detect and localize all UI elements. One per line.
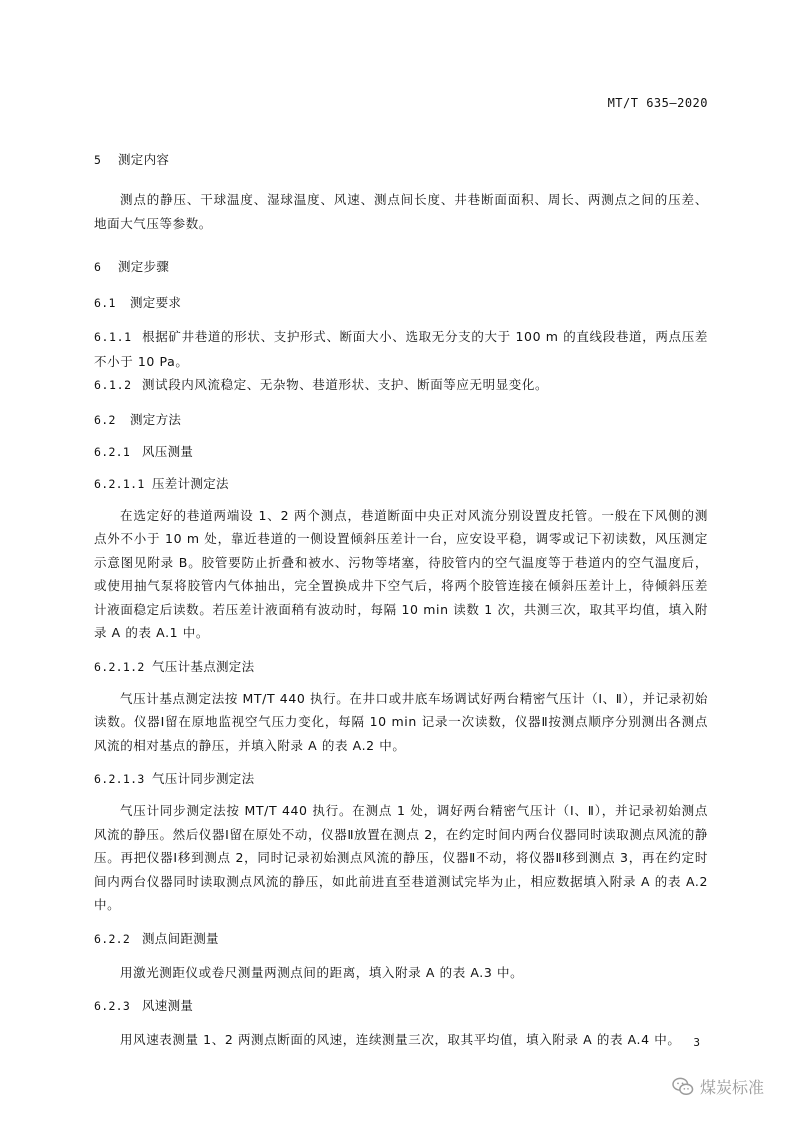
section-title: 测点间距测量 [142,930,219,946]
section-title: 测定步骤 [118,259,170,274]
watermark [672,1075,764,1098]
section-heading-6 [94,257,708,277]
section-heading-6-2 [94,410,708,430]
paragraph: 在选定好的巷道两端设 1、2 两个测点，巷道断面中央正对风流分别设置皮托管。一般在下风侧的测点外不小于 10 m 处，靠近巷道的一侧设置倾斜压差计一台，应安设平稳，调零或记下初读数，风压测定示意图见附录 B。胶管要防止折叠和被水、污物等堵塞，待胶管内的空气温度等于巷道内的空气温度后，或使用抽气泵将胶管内气体抽出，完全置换成井下空气后，将两个胶管连接在倾斜压差计上，待倾斜压差计液面稳定后读数。若压差计液面稍有波动时，每隔 10 min 读数 1 次，共测三次，取其平均值，填入附录 A 的表 A.1 中。 [94,507,708,640]
paragraph: 测点的静压、干球温度、湿球温度、风速、测点间长度、井巷断面面积、周长、两测点之间的压差、地面大气压等参数。 [94,192,708,231]
section-heading-6-2-1-2 [94,657,708,677]
standard-code: MT/T 635—2020 [607,96,708,110]
clause-6-1-1 [94,325,708,373]
section-title: 测定要求 [130,295,182,310]
paragraph: 气压计基点测定法按 MT/T 440 执行。在井口或井底车场调试好两台精密气压计（Ⅰ、Ⅱ），并记录初始读数。仪器Ⅰ留在原地监视空气压力变化，每隔 10 min 记录一次读数，仪器Ⅱ按测点顺序分别测出各测点风流的相对基点的静压，并填入附录 A 的表 A.2 中。 [94,690,708,753]
section-number: 5 [94,153,102,167]
watermark-text: 煤炭标准 [699,1078,764,1097]
section-heading-5 [94,150,708,170]
paragraph: 用风速表测量 1、2 两测点断面的风速，连续测量三次，取其平均值，填入附录 A 的表 A.4 中。 [120,1032,681,1047]
section-heading-6-2-1-3 [94,769,708,789]
section-title: 气压计同步测定法 [152,771,255,786]
section-number: 6.2 [94,412,116,427]
section-title: 风速测量 [142,998,194,1013]
section-title: 测定方法 [130,411,182,427]
clause-text: 测试段内风流稳定、无杂物、巷道形状、支护、断面等应无明显变化。 [142,377,549,392]
section-title: 风压测量 [142,443,194,459]
section-title: 测定内容 [118,152,170,167]
document-body [94,150,708,1052]
section-number: 6.2.3 [94,999,131,1013]
section-number: 6 [94,260,102,274]
clause-6-1-2 [94,373,708,398]
section-heading-6-2-1 [94,442,708,462]
paragraph: 气压计同步测定法按 MT/T 440 执行。在测点 1 处，调好两台精密气压计（Ⅰ、Ⅱ），并记录初始测点风流的静压。然后仪器Ⅰ留在原处不动，仪器Ⅱ放置在测点 2，在约定时间内两台仪器同时读取测点风流的静压。再把仪器Ⅰ移到测点 2，同时记录初始测点风流的静压，仪器Ⅱ不动，将仪器Ⅱ移到测点 3，再在约定时间内两台仪器同时读取测点风流的静压，如此前进直至巷道测试完毕为止，相应数据填入附录 A 的表 A.2 中。 [94,803,708,912]
page-number: 3 [693,1036,700,1049]
section-number: 6.2.2 [94,931,131,946]
section-number: 6.2.1.2 [94,659,145,674]
section-number: 6.1.2 [94,378,132,392]
section-heading-6-1 [94,293,708,313]
section-heading-6-2-1-1 [94,474,708,494]
section-number: 6.2.1.1 [94,476,145,491]
clause-text: 根据矿井巷道的形状、支护形式、断面大小、选取无分支的大于 100 m 的直线段巷道，两点压差不小于 10 Pa。 [94,329,708,369]
section-number: 6.1 [94,296,116,310]
section-number: 6.2.1.3 [94,772,145,786]
paragraph: 用激光测距仪或卷尺测量两测点间的距离，填入附录 A 的表 A.3 中。 [120,964,524,980]
section-heading-6-2-2 [94,929,708,949]
section-number: 6.1.1 [94,330,132,344]
section-title: 气压计基点测定法 [152,658,255,674]
section-heading-6-2-3 [94,996,708,1016]
section-title: 压差计测定法 [152,475,229,491]
wechat-icon [672,1077,694,1097]
section-number: 6.2.1 [94,444,131,459]
